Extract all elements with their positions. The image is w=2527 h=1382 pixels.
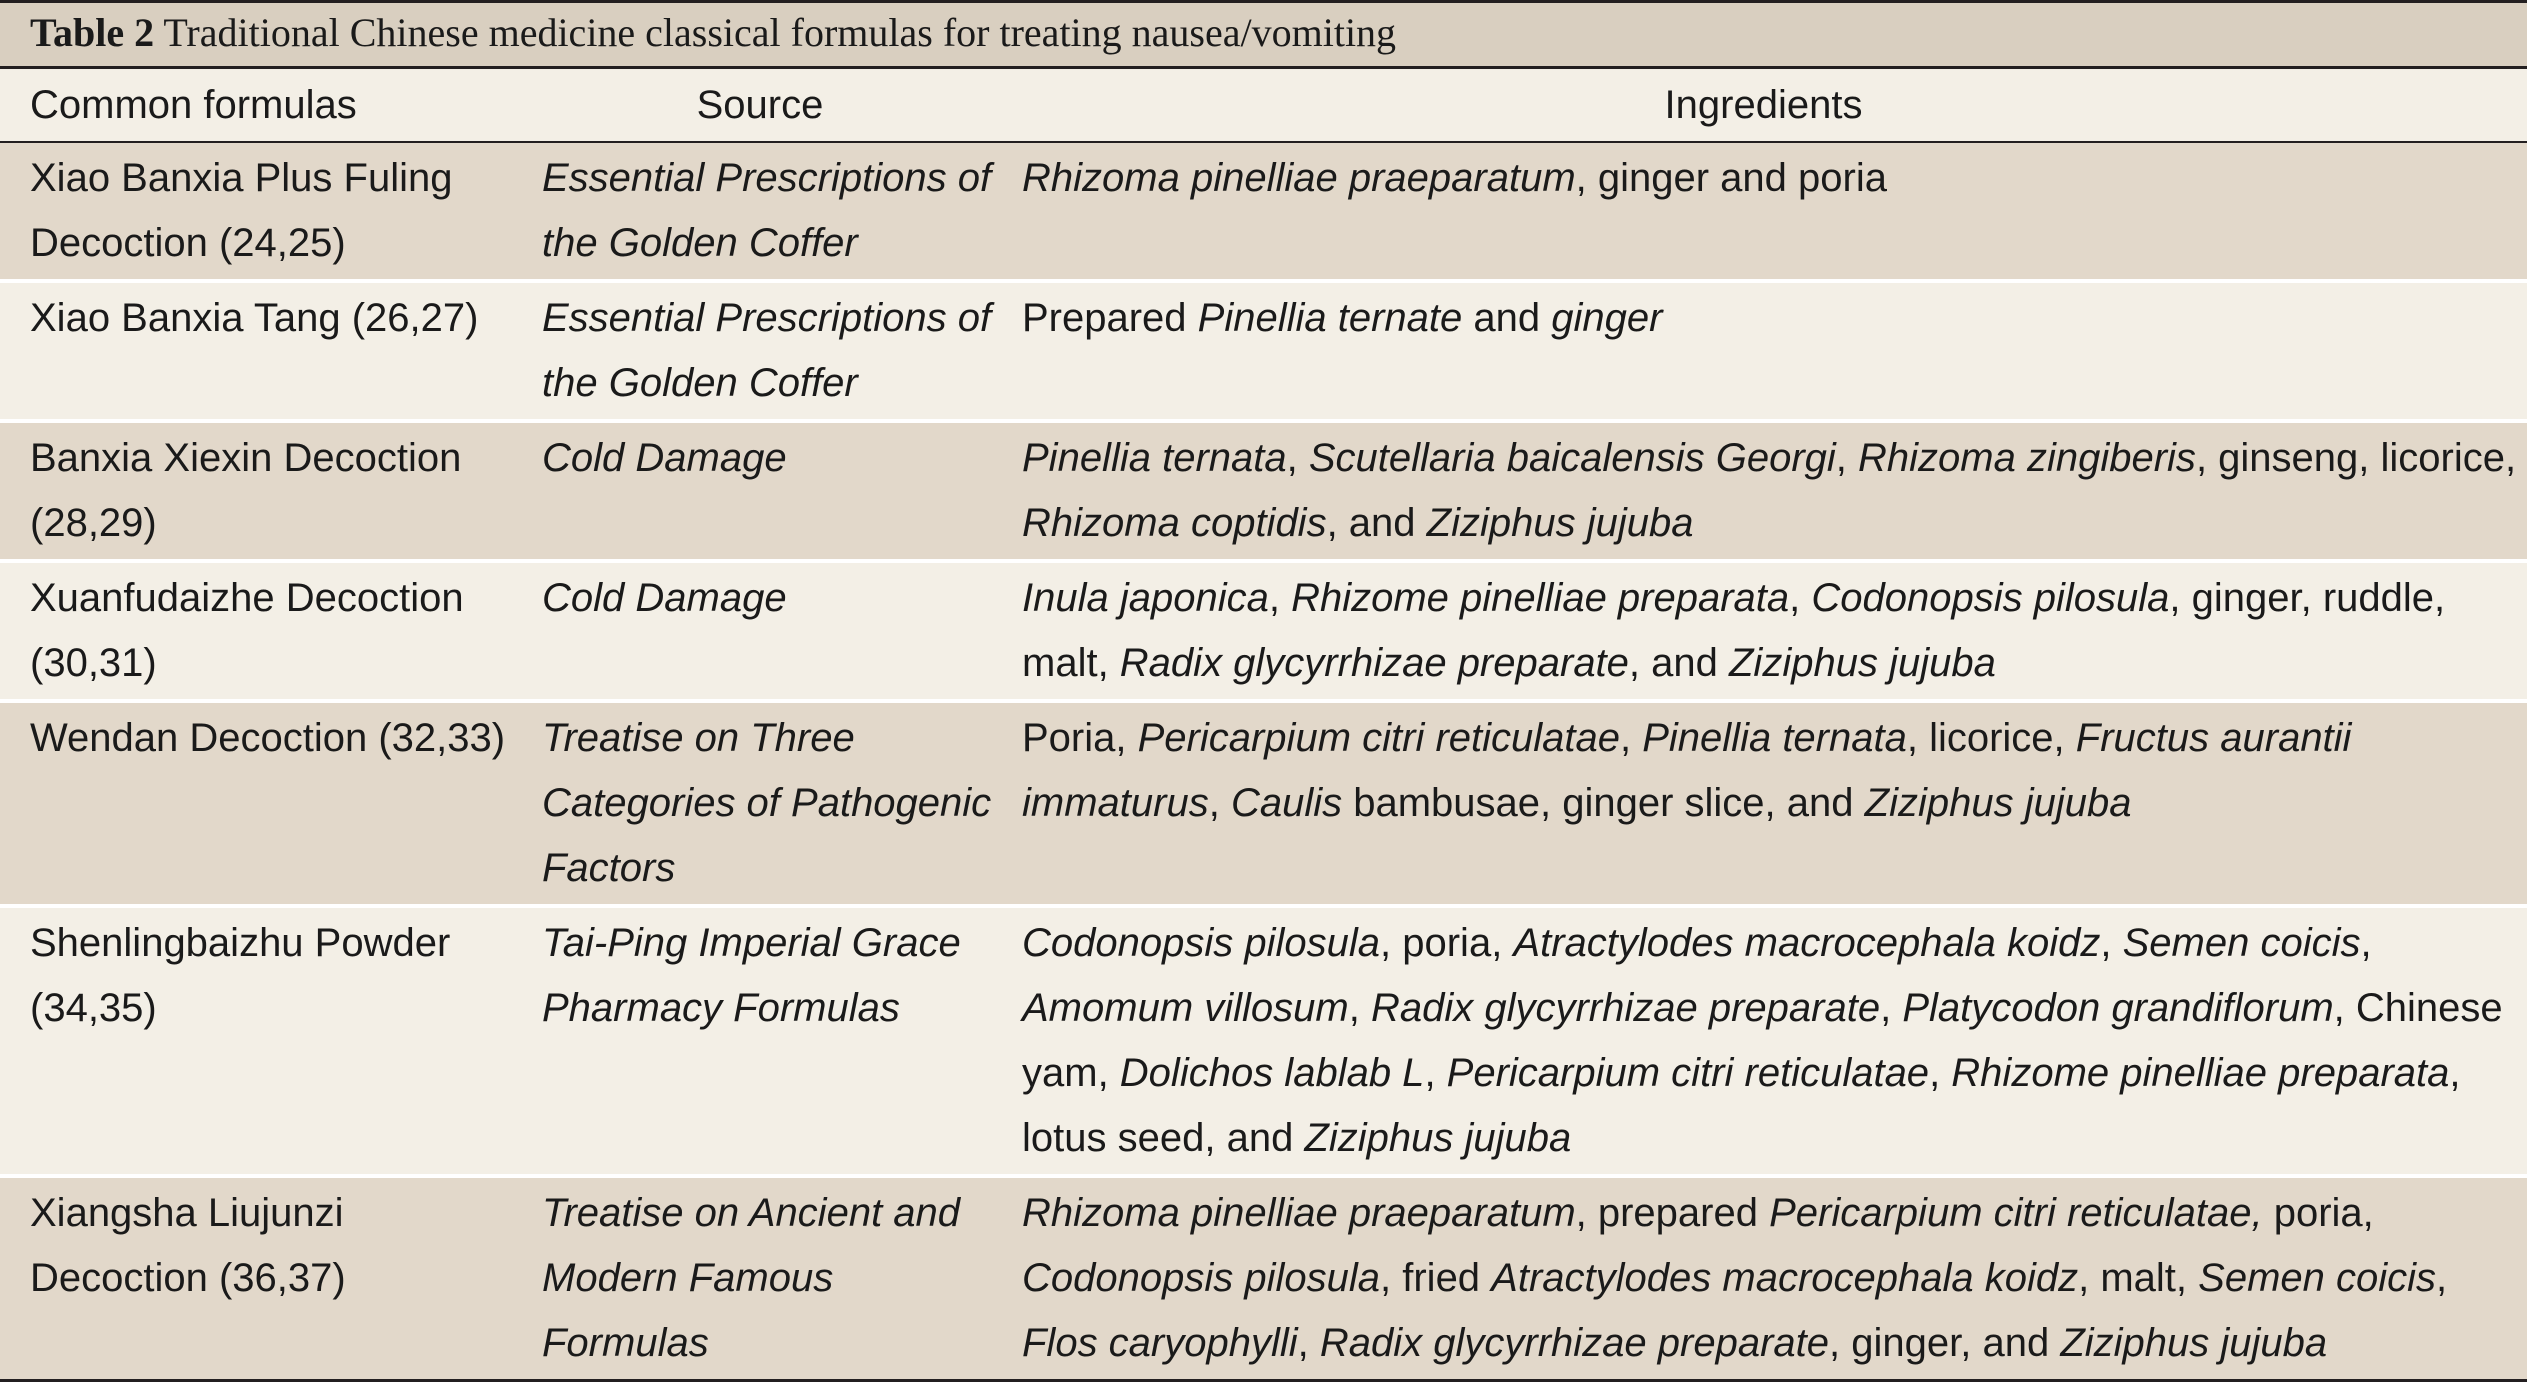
source-cell: Cold Damage — [520, 421, 1000, 561]
table-caption — [0, 0, 2527, 66]
header-common-formulas: Common formulas — [0, 68, 520, 143]
ingredients-cell — [1000, 421, 2527, 561]
source-cell: Cold Damage — [520, 561, 1000, 701]
ingredient-text: , ginger, and — [1829, 1321, 2061, 1365]
ingredient-text: Prepared — [1022, 296, 1198, 340]
ingredient-text: , ginseng, licorice, — [2195, 436, 2517, 480]
ingredient-latin-name: Pericarpium citri reticulatae, — [1769, 1191, 2263, 1235]
ingredient-latin-name: Inula japonica — [1022, 576, 1269, 620]
formula-cell: Xiangsha Liujunzi Decoction (36,37) — [0, 1176, 520, 1381]
ingredient-text: , — [2436, 1256, 2448, 1300]
formula-cell: Shenlingbaizhu Powder (34,35) — [0, 906, 520, 1176]
ingredient-text: , ginger, ruddle, malt, — [1022, 576, 2446, 685]
table-row — [0, 906, 2527, 1176]
ingredient-text: , — [1208, 781, 1231, 825]
ingredient-latin-name: Rhizoma zingiberis — [1858, 436, 2196, 480]
ingredient-text: , — [1835, 436, 1859, 480]
ingredient-latin-name: Pericarpium citri reticulatae — [1446, 1051, 1930, 1095]
ingredient-latin-name: Radix glycyrrhizae preparate — [1319, 1321, 1830, 1365]
ingredient-latin-name: Ziziphus jujuba — [1729, 641, 1996, 685]
ingredient-latin-name: Rhizome pinelliae preparata — [1291, 576, 1790, 620]
ingredient-latin-name: Radix glycyrrhizae preparate — [1370, 986, 1881, 1030]
formula-cell: Banxia Xiexin Decoction (28,29) — [0, 421, 520, 561]
ingredient-text: , and — [1628, 641, 1729, 685]
ingredient-text: , poria, — [1380, 921, 1514, 965]
ingredients-cell — [1000, 142, 2527, 281]
source-cell: Essential Prescriptions of the Golden Coffer — [520, 281, 1000, 421]
ingredient-text: , — [1297, 1321, 1320, 1365]
ingredients-cell — [1000, 906, 2527, 1176]
formula-cell: Xuanfudaizhe Decoction (30,31) — [0, 561, 520, 701]
ingredient-latin-name: Platycodon grandiflorum — [1902, 986, 2334, 1030]
ingredient-latin-name: Atractylodes macrocephala koidz — [1491, 1256, 2079, 1300]
ingredients-cell — [1000, 1176, 2527, 1381]
ingredient-text: , — [1424, 1051, 1447, 1095]
ingredient-text: , — [1348, 986, 1371, 1030]
ingredient-text: , Chinese yam, — [1022, 986, 2503, 1095]
formula-cell: Xiao Banxia Plus Fuling Decoction (24,25) — [0, 142, 520, 281]
source-cell: Treatise on Three Categories of Pathogenic Factors — [520, 701, 1000, 906]
ingredient-latin-name: Atractylodes macrocephala koidz — [1513, 921, 2101, 965]
table-row — [0, 281, 2527, 421]
ingredient-latin-name: Amomum villosum — [1022, 986, 1349, 1030]
ingredient-latin-name: Pinellia ternate — [1197, 296, 1463, 340]
ingredient-latin-name: Caulis — [1230, 781, 1343, 825]
ingredient-latin-name: Rhizome pinelliae preparata — [1951, 1051, 2450, 1095]
ingredient-latin-name: Radix glycyrrhizae preparate — [1119, 641, 1629, 685]
ingredient-text: poria, — [2262, 1191, 2374, 1235]
ingredient-text: bambusae, ginger slice, and — [1342, 781, 1865, 825]
ingredient-text: , fried — [1380, 1256, 1492, 1300]
ingredient-latin-name: Fructus aurantii immaturus — [1022, 716, 2352, 825]
formulas-table — [0, 66, 2527, 1382]
ingredient-text: , — [1880, 986, 1903, 1030]
source-cell: Tai-Ping Imperial Grace Pharmacy Formulas — [520, 906, 1000, 1176]
ingredient-latin-name: Dolichos lablab L — [1119, 1051, 1425, 1095]
source-cell: Treatise on Ancient and Modern Famous Formulas — [520, 1176, 1000, 1381]
ingredient-latin-name: Ziziphus jujuba — [2060, 1321, 2328, 1365]
table-row — [0, 142, 2527, 281]
header-source: Source — [520, 68, 1000, 143]
ingredient-text: , licorice, — [1906, 716, 2076, 760]
table-row — [0, 701, 2527, 906]
ingredient-latin-name: Ziziphus jujuba — [1864, 781, 2132, 825]
table-row — [0, 421, 2527, 561]
ingredient-text: , prepared — [1575, 1191, 1770, 1235]
ingredient-latin-name: Rhizoma coptidis — [1022, 501, 1327, 545]
ingredient-latin-name: ginger — [1551, 296, 1663, 340]
ingredient-text: , malt, — [2078, 1256, 2199, 1300]
ingredient-latin-name: Flos caryophylli — [1022, 1321, 1298, 1365]
ingredient-text: , — [1929, 1051, 1952, 1095]
table-row — [0, 561, 2527, 701]
ingredient-text: , — [2360, 921, 2372, 965]
ingredients-cell — [1000, 701, 2527, 906]
ingredient-latin-name: Ziziphus jujuba — [1304, 1116, 1572, 1160]
ingredient-latin-name: Ziziphus jujuba — [1426, 501, 1694, 545]
ingredient-latin-name: Scutellaria baicalensis Georgi — [1308, 436, 1836, 480]
table-row — [0, 1176, 2527, 1381]
ingredient-text: , ginger and poria — [1575, 156, 1887, 200]
ingredient-text: , — [1268, 576, 1292, 620]
header-ingredients: Ingredients — [1000, 68, 2527, 143]
ingredient-text: , — [1789, 576, 1812, 620]
ingredient-latin-name: Codonopsis pilosula — [1022, 1256, 1381, 1300]
formula-cell: Xiao Banxia Tang (26,27) — [0, 281, 520, 421]
ingredient-latin-name: Rhizoma pinelliae praeparatum — [1022, 156, 1576, 200]
ingredients-cell — [1000, 281, 2527, 421]
source-cell: Essential Prescriptions of the Golden Coffer — [520, 142, 1000, 281]
table-body — [0, 142, 2527, 1381]
table-title: Traditional Chinese medicine classical formulas for treating nausea/vomiting — [154, 10, 1397, 55]
ingredient-text: , — [1286, 436, 1309, 480]
ingredient-latin-name: Semen coicis — [2122, 921, 2361, 965]
header-row — [0, 68, 2527, 143]
table-label: Table 2 — [30, 10, 155, 55]
ingredient-latin-name: Pinellia ternata — [1642, 716, 1907, 760]
ingredient-latin-name: Codonopsis pilosula — [1811, 576, 2170, 620]
ingredient-text: , and — [1326, 501, 1427, 545]
ingredient-text: , — [2100, 921, 2123, 965]
ingredient-text: Poria, — [1022, 716, 1138, 760]
ingredient-text: , — [1620, 716, 1643, 760]
ingredients-cell — [1000, 561, 2527, 701]
ingredient-text: , lotus seed, and — [1022, 1051, 2461, 1160]
formula-cell: Wendan Decoction (32,33) — [0, 701, 520, 906]
ingredient-latin-name: Rhizoma pinelliae praeparatum — [1022, 1191, 1576, 1235]
ingredient-latin-name: Pinellia ternata — [1022, 436, 1287, 480]
ingredient-latin-name: Pericarpium citri reticulatae — [1137, 716, 1620, 760]
ingredient-latin-name: Semen coicis — [2198, 1256, 2437, 1300]
ingredient-latin-name: Codonopsis pilosula — [1022, 921, 1381, 965]
ingredient-text: and — [1462, 296, 1552, 340]
